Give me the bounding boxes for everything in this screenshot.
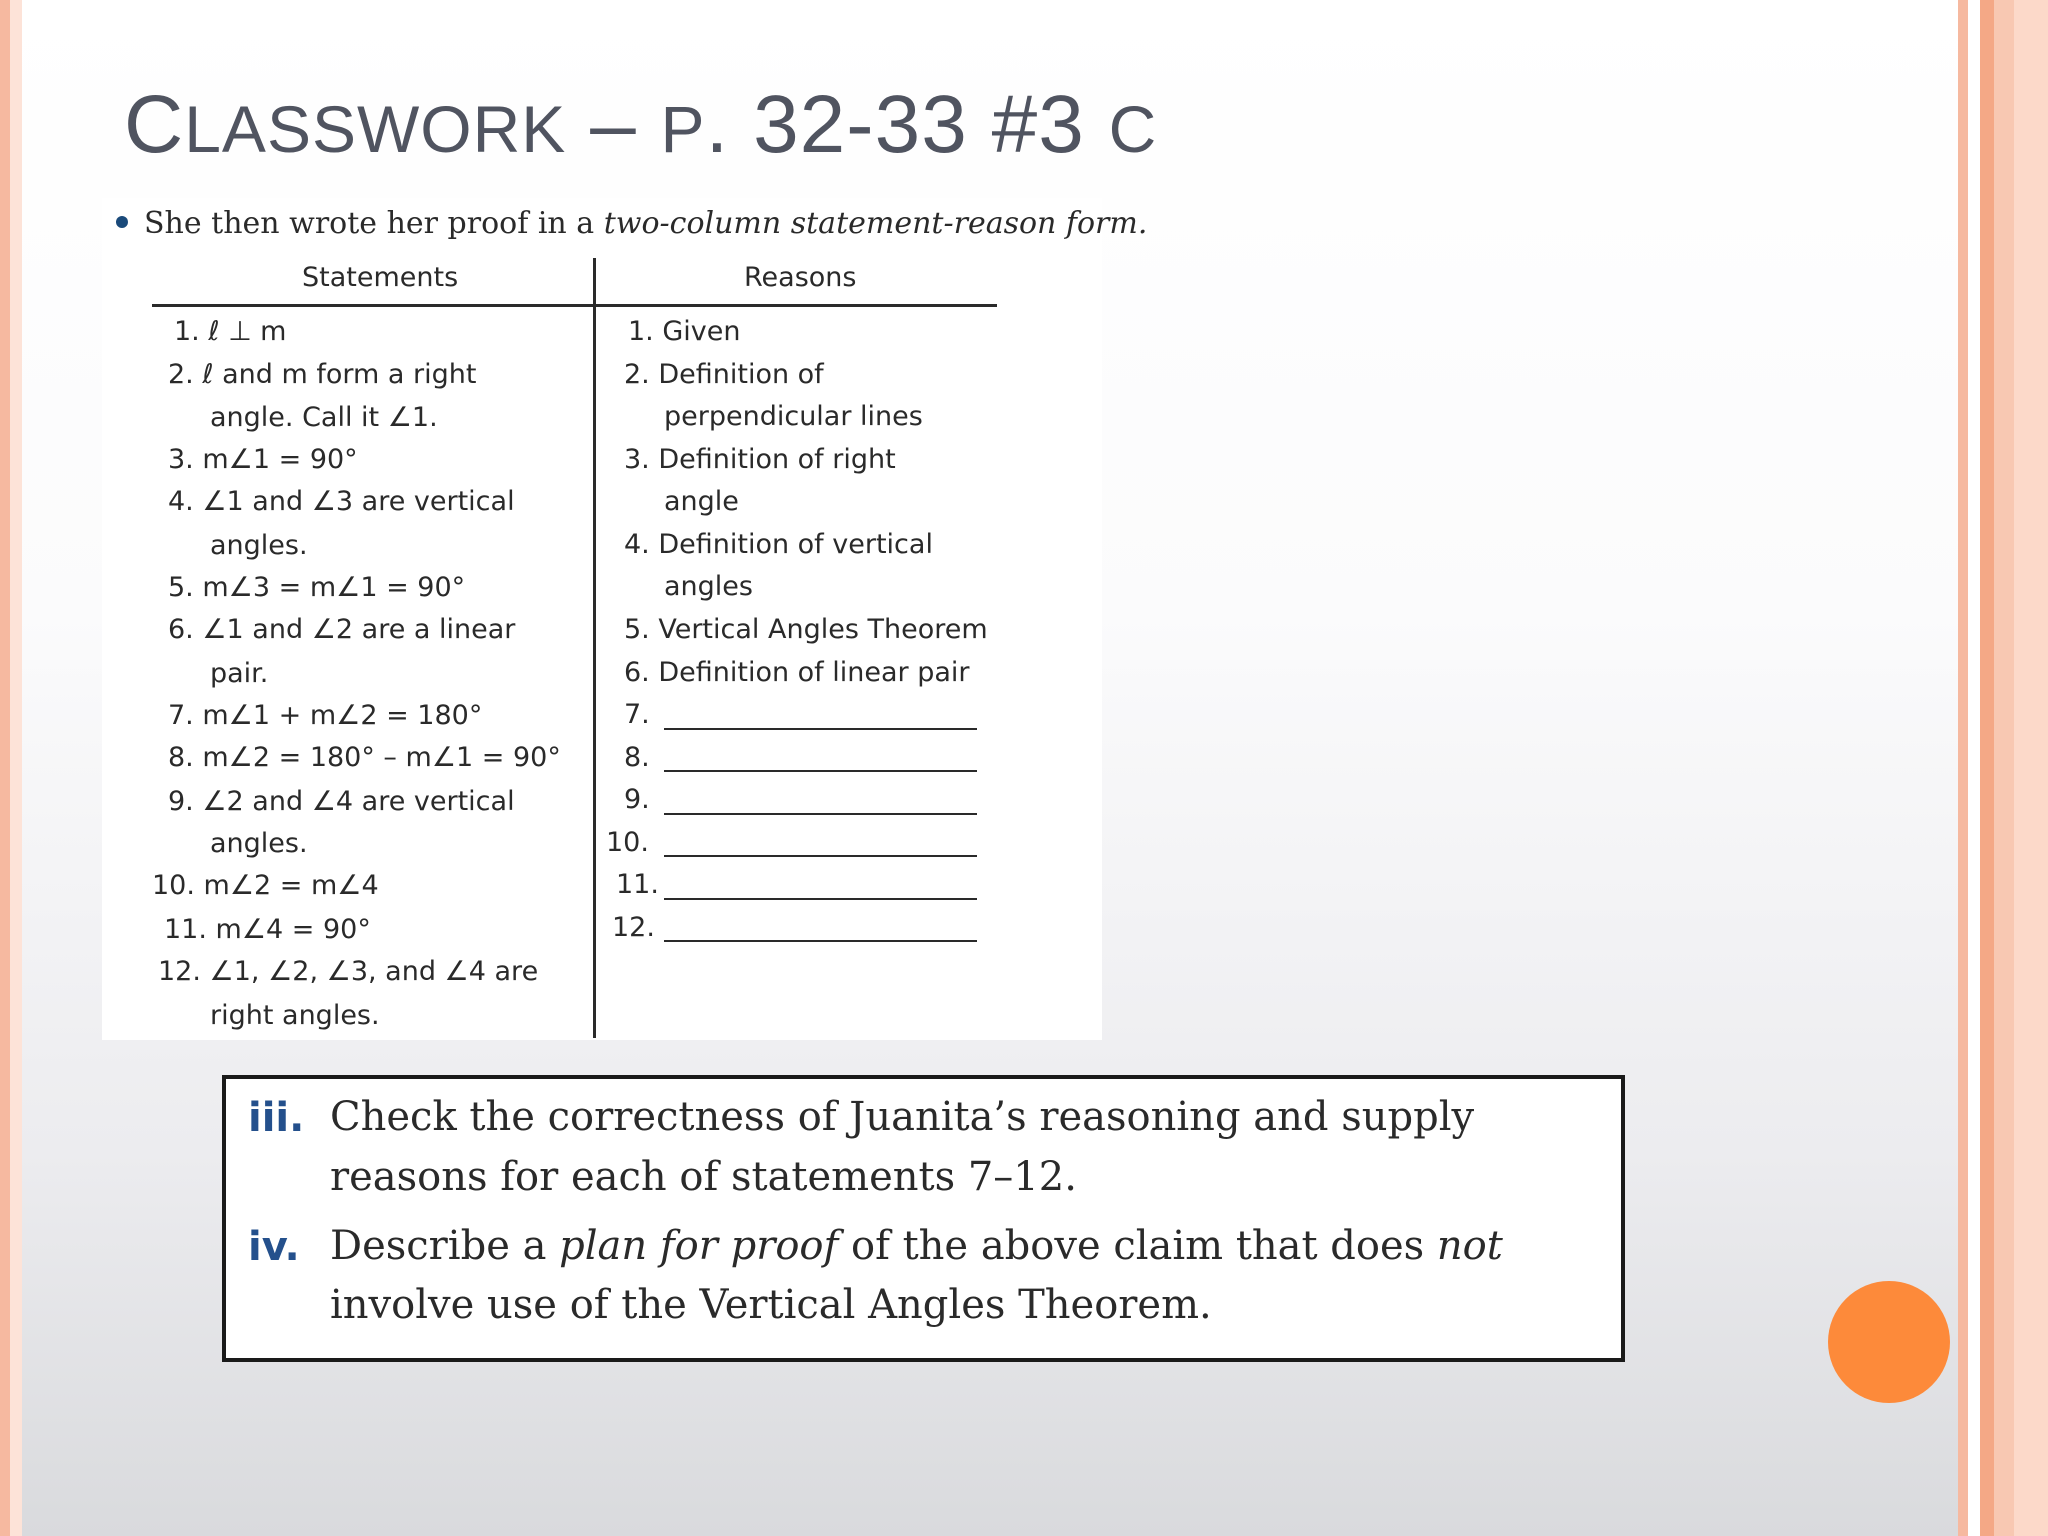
proof-intro: She then wrote her proof in a two-column statement-reason form. [116, 206, 1147, 241]
statement-line: 3. m∠1 = 90° [168, 444, 358, 475]
reason-line: 1. Given [628, 316, 741, 347]
reason-blank [664, 898, 977, 900]
statement-line: 12. ∠1, ∠2, ∠3, and ∠4 are [158, 956, 539, 987]
slide-title: CLASSWORK – P. 32-33 #3 C [124, 79, 1158, 170]
statement-line: angles. [210, 828, 308, 859]
reason-number: 9. [624, 784, 650, 815]
question-iv-label: iv. [248, 1224, 300, 1270]
reason-number: 10. [606, 827, 649, 858]
reason-line: perpendicular lines [664, 401, 923, 432]
statement-line: 4. ∠1 and ∠3 are vertical [168, 486, 515, 517]
reason-line: 5. Vertical Angles Theorem [624, 614, 988, 645]
statement-line: 6. ∠1 and ∠2 are a linear [168, 614, 516, 645]
statement-line: 9. ∠2 and ∠4 are vertical [168, 786, 515, 817]
reason-blank [664, 770, 977, 772]
left-border-stripe [0, 0, 22, 1536]
question-iii-label: iii. [248, 1095, 305, 1141]
statement-line: 1. ℓ ⊥ m [174, 316, 287, 347]
statement-line: 2. ℓ and m form a right [168, 359, 477, 390]
statement-line: 10. m∠2 = m∠4 [152, 870, 379, 901]
right-border-stripe [1958, 0, 2048, 1536]
reason-number: 11. [616, 869, 659, 900]
reason-blank [664, 813, 977, 815]
column-divider [593, 258, 596, 1038]
bullet-icon [116, 216, 128, 228]
textbook-proof-image [102, 198, 1148, 1040]
reason-blank [664, 728, 977, 730]
reason-line: 3. Definition of right [624, 444, 896, 475]
statement-line: 7. m∠1 + m∠2 = 180° [168, 700, 483, 731]
header-rule [152, 304, 997, 307]
reason-blank [664, 855, 977, 857]
reason-line: angle [664, 486, 739, 517]
reason-line: 6. Definition of linear pair [624, 657, 970, 688]
reason-line: 4. Definition of vertical [624, 529, 933, 560]
question-box [222, 1075, 1625, 1362]
reason-blank [664, 940, 977, 942]
statement-line: right angles. [210, 1000, 380, 1031]
statement-line: angles. [210, 530, 308, 561]
question-iv-line2: involve use of the Vertical Angles Theorem. [330, 1282, 1212, 1328]
reason-number: 7. [624, 699, 650, 730]
reason-number: 12. [612, 912, 655, 943]
question-iii-line1: Check the correctness of Juanita’s reasoning and supply [330, 1094, 1475, 1140]
reason-line: angles [664, 571, 753, 602]
statement-line: 11. m∠4 = 90° [164, 914, 371, 945]
statement-line: 5. m∠3 = m∠1 = 90° [168, 572, 466, 603]
reason-number: 8. [624, 742, 650, 773]
statements-header: Statements [302, 262, 459, 293]
orange-circle-decoration [1828, 1281, 1950, 1403]
question-iii-line2: reasons for each of statements 7–12. [330, 1154, 1077, 1200]
question-iv-line1: Describe a plan for proof of the above claim that does not [330, 1223, 1503, 1269]
statement-line: 8. m∠2 = 180° – m∠1 = 90° [168, 742, 561, 773]
statement-line: pair. [210, 658, 269, 689]
reason-line: 2. Definition of [624, 359, 824, 390]
reasons-header: Reasons [744, 262, 857, 293]
statement-line: angle. Call it ∠1. [210, 402, 438, 433]
